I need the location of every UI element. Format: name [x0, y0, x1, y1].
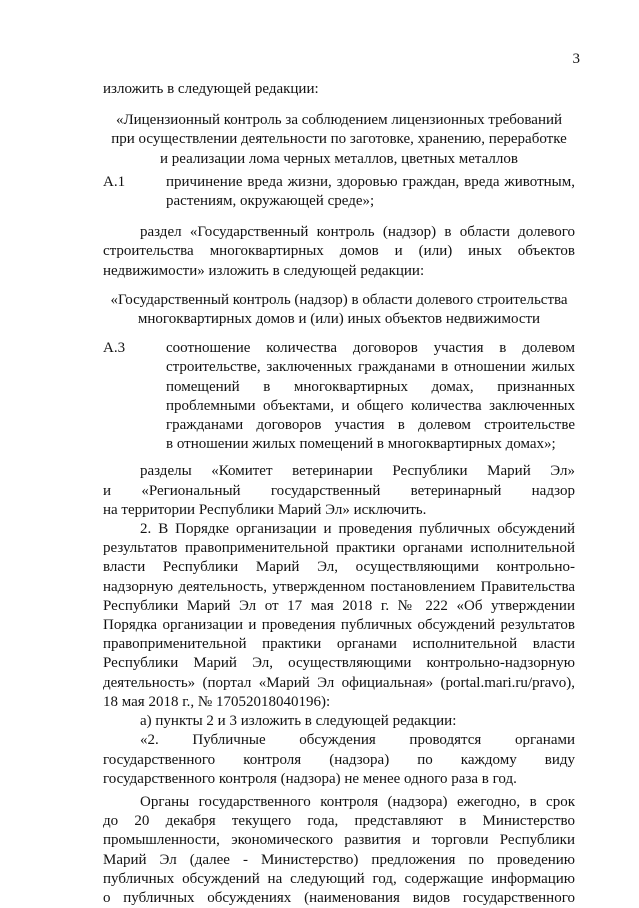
- point-2-paragraph: 2. В Порядке организации и проведения публичных обсуждений результатов правоприменительной практики органами исполнительной власти Республики Марий Эл, осуществляющими контрольно- надзорную деятельность, утвержденном постановлением Правительства Республики Марий Эл от 17 мая 2018 г. № 222 «Об утверждении Порядка организации и проведения публичных обсуждений результатов правоприменительной практики органами исполнительной власти Республики Марий Эл, осуществляющими контрольно-надзорную деятельность» (портал «Марий Эл официальная» (portal.mari.ru/pravo), 18 мая 2018 г., № 17052018040196):: [103, 521, 575, 710]
- construction-control-title: «Государственный контроль (надзор) в области долевого строительства многоквартирных домов и (или) иных объектов недвижимости: [110, 291, 568, 328]
- sections-excluded-paragraph: разделы «Комитет ветеринарии Республики Марий Эл» и «Региональный государственный ветеринарный надзор на территории Республики Марий Эл» исключить.: [103, 463, 575, 518]
- indicator-code: А.3: [103, 340, 126, 357]
- licensing-control-title: «Лицензионный контроль за соблюдением лицензионных требований при осуществлении деятельности по заготовке, хранению, переработке и реализации лома черных металлов, цветных металлов: [111, 112, 567, 167]
- indicator-row-a3: [103, 339, 575, 454]
- control-organs-paragraph: Органы государственного контроля (надзора) ежегодно, в срок до 20 декабря текущего года, представляют в Министерство промышленности, экономического развития и торговли Республики Марий Эл (далее - Министерство) предложения по проведению публичных обсуждений на следующий год, содержащие информацию о публичных обсуждениях (наименования видов государственного: [103, 793, 575, 906]
- indicator-description: соотношение количества договоров участия в долевом строительстве, заключенных гражданами в отношении жилых помещений в многоквартирных домах, признанных проблемными объектами, и общего количества заключенных гражданами договоров участия в долевом строительстве в отношении жилых помещений в многоквартирных домах»;: [166, 340, 575, 453]
- construction-section-paragraph: раздел «Государственный контроль (надзор) в области долевого строительства многоквартирных домов и (или) иных объектов недвижимости» изложить в следующей редакции:: [103, 224, 575, 279]
- sub-point-a-paragraph: а) пункты 2 и 3 изложить в следующей редакции:: [140, 713, 457, 730]
- indicator-code: А.1: [103, 173, 126, 190]
- indicator-row-a1: [103, 173, 575, 211]
- document-body: [103, 80, 575, 908]
- indicator-description: причинение вреда жизни, здоровью граждан, вреда животным, растениям, окружающей среде»;: [166, 173, 575, 210]
- intro-paragraph: изложить в следующей редакции:: [103, 81, 319, 97]
- page-number: 3: [572, 51, 580, 67]
- quoted-point-2-paragraph: «2. Публичные обсуждения проводятся органами государственного контроля (надзора) по каждому виду государственного контроля (надзора) не менее одного раза в год.: [103, 732, 575, 787]
